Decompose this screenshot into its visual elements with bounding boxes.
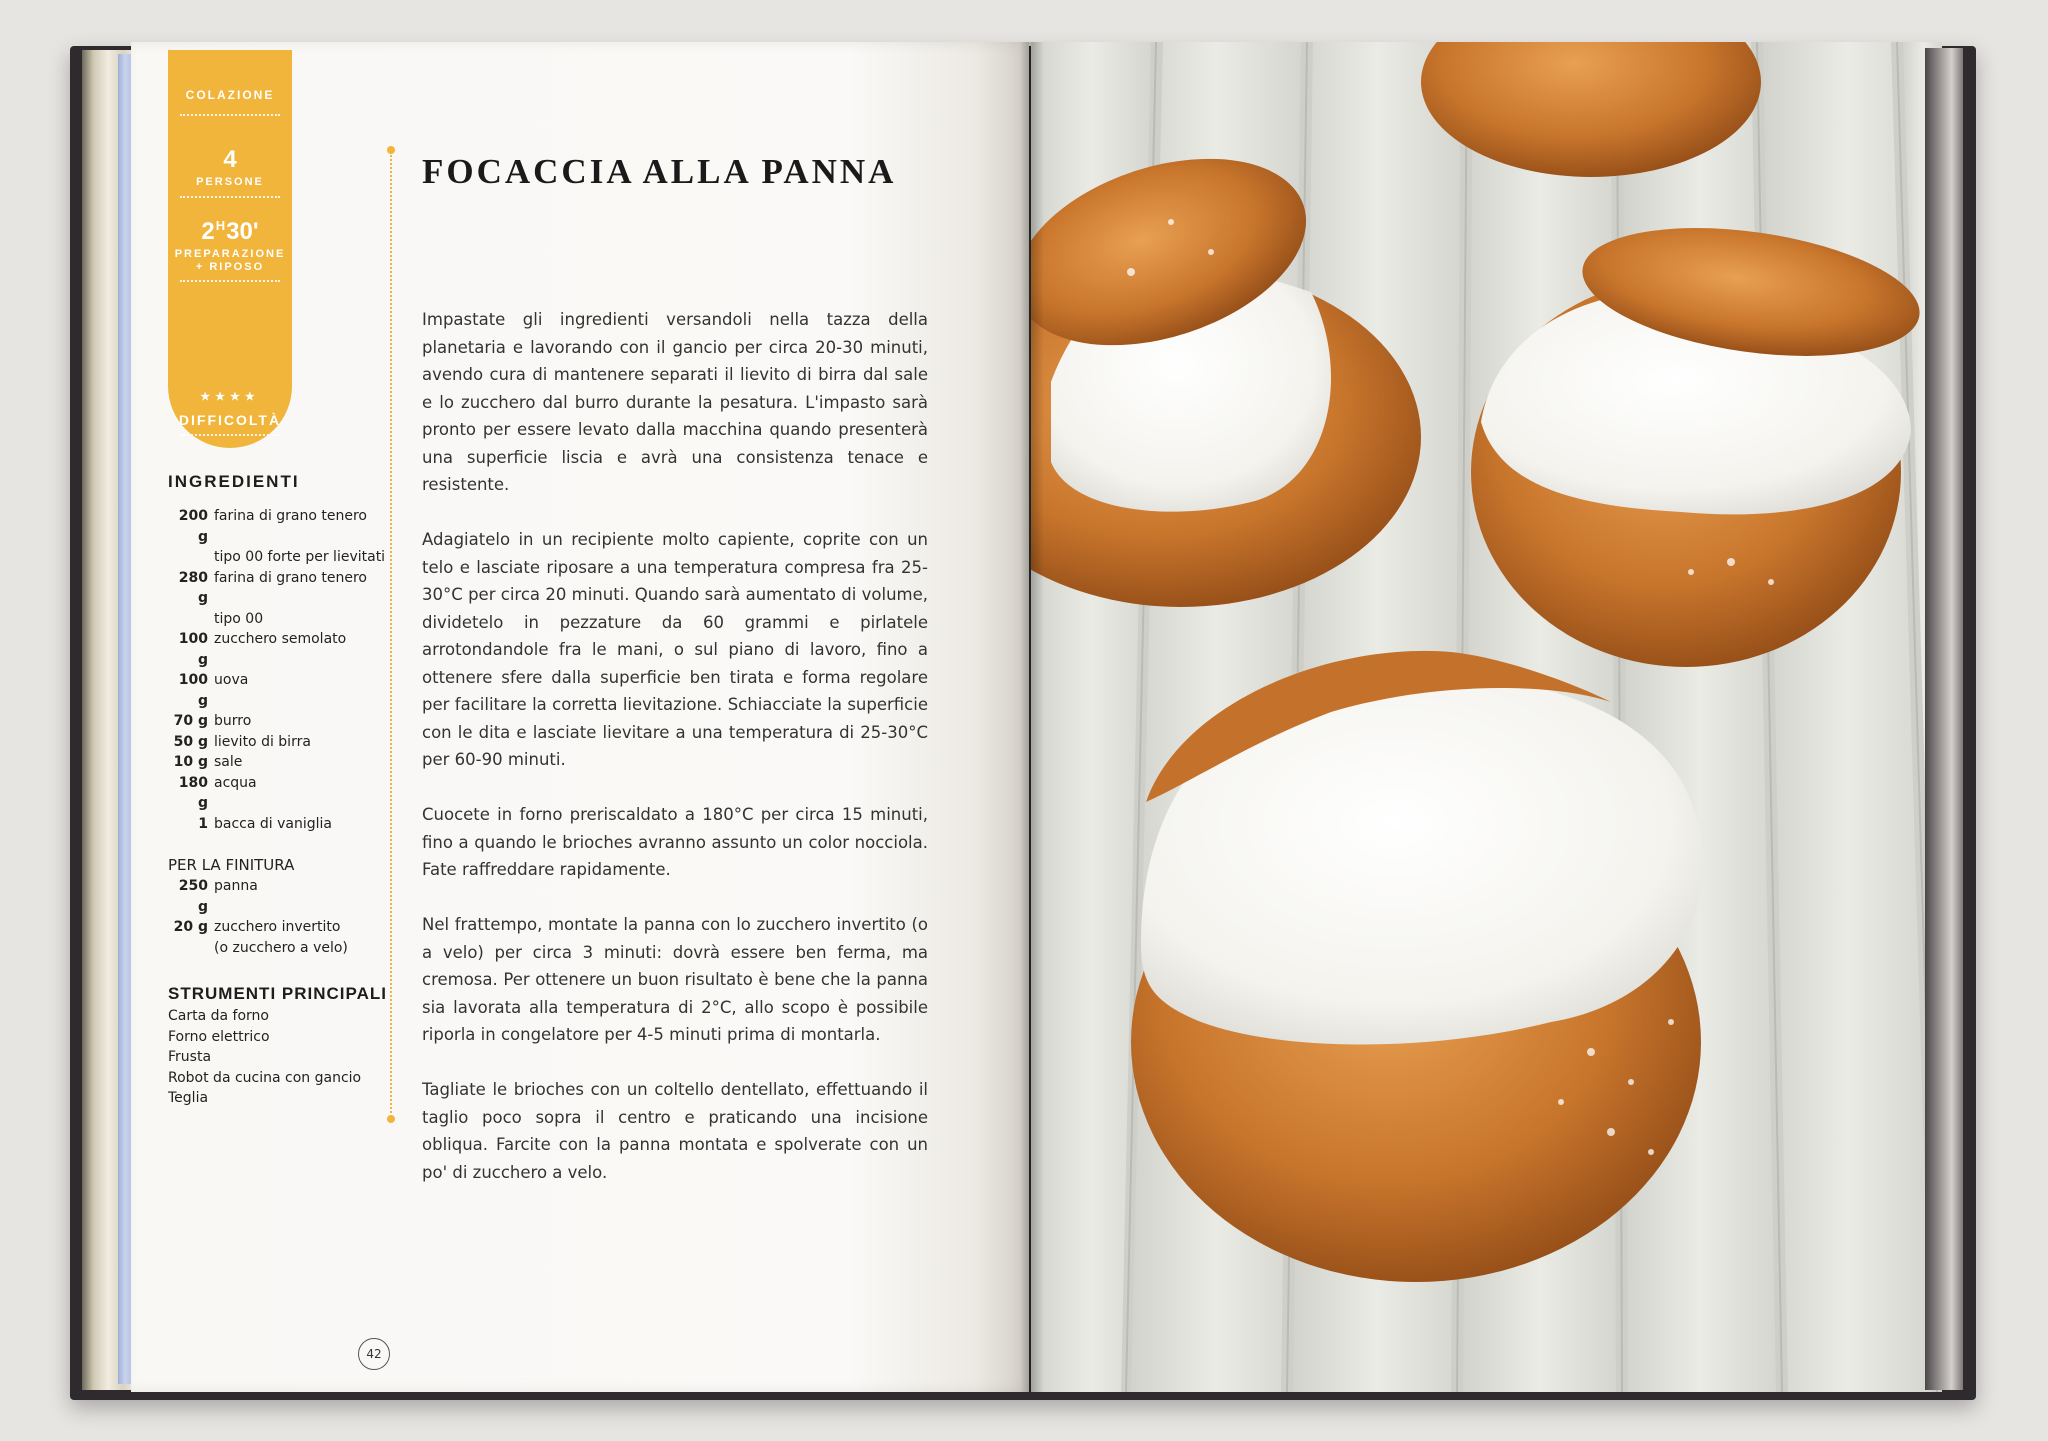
ingredient-row (168, 547, 388, 568)
ingredient-name: uova (214, 672, 249, 688)
right-page-edge (1925, 48, 1963, 1390)
ingredient-name: farina di grano tenero (214, 569, 367, 586)
instruction-paragraph: Tagliate le brioches con un coltello dentellato, effettuando il taglio poco sopra il centro e praticando una incisione obliqua. Farcite con la panna montata e spolverate con un po' di zucchero a velo. (422, 1080, 928, 1182)
difficulty-label: DIFFICOLTÀ (178, 412, 282, 428)
ingredient-row (168, 773, 388, 814)
ingredient-row (168, 670, 388, 711)
ingredient-row (168, 917, 388, 938)
finishing-list (168, 876, 388, 958)
recipe-info-tab (168, 50, 292, 448)
ingredient-qty: 10 g (173, 754, 208, 770)
divider (180, 434, 280, 436)
page-number: 42 (358, 1338, 390, 1370)
ingredient-row (168, 506, 388, 547)
brioches-photo (1031, 42, 1942, 1392)
ingredient-qty: 70 g (173, 713, 208, 729)
divider (180, 114, 280, 116)
divider (180, 196, 280, 198)
ingredient-qty: 250 g (178, 878, 208, 915)
ingredient-name: farina di grano tenero (214, 508, 367, 524)
ingredient-qty: 180 g (178, 774, 208, 811)
tool-item: Forno elettrico (168, 1028, 270, 1045)
time-label-2: + RIPOSO (195, 261, 265, 273)
ingredient-qty: 280 g (178, 569, 208, 606)
ingredient-name: zucchero semolato (214, 631, 347, 647)
servings-number: 4 (223, 146, 237, 173)
instruction-paragraph: Cuocete in forno preriscaldato a 180°C per circa 15 minuti, fino a quando le brioches avranno assunto un color nocciola. Fate raffreddare rapidamente. (422, 805, 928, 879)
ingredient-qty (168, 609, 214, 630)
divider-dot (387, 1115, 395, 1123)
ingredients-heading: INGREDIENTI (168, 472, 300, 491)
tool-item: Carta da forno (168, 1008, 269, 1024)
tool-item: Teglia (168, 1090, 209, 1106)
ingredient-name: tipo 00 forte per lievitati (214, 549, 386, 565)
instruction-paragraph: Nel frattempo, montate la panna con lo zucchero invertito (o a velo) per circa 3 minuti: dovrà essere ben ferma, ma cremosa. Per ottenere un buon risultato è bene che la panna sia lavorata alla temperatura di 2°C, allo scopo è possibile riporla in congelatore per 4-5 minuti prima di montarla. (422, 915, 928, 1044)
difficulty-stars: ★★★★ (200, 391, 260, 403)
ingredient-qty: 100 g (178, 631, 208, 668)
tool-item: Frusta (168, 1049, 212, 1065)
ingredient-row (168, 732, 388, 753)
ingredient-qty: 1 (198, 815, 208, 832)
divider-dot (387, 146, 395, 154)
ingredients-sidebar (168, 472, 388, 1109)
ingredient-name: sale (214, 754, 243, 770)
ingredient-row (168, 609, 388, 630)
category-label: COLAZIONE (185, 88, 275, 102)
ingredient-name: panna (214, 878, 258, 894)
ingredient-row (168, 876, 388, 917)
ingredient-name: zucchero invertito (214, 919, 341, 935)
ingredient-qty (168, 547, 214, 568)
servings-label: PERSONE (196, 176, 264, 188)
instruction-paragraph: Impastate gli ingredienti versandoli nella tazza della planetaria e lavorando con il gancio per circa 20-30 minuti, avendo cura di mantenere separati il lievito di birra dal sale e lo zucchero dal burro durante la pesatura. L'impasto sarà pronto per essere levato dalla macchina quando presenterà una superficie liscia e avrà una consistenza tenace e resistente. (422, 310, 928, 494)
ingredient-row (168, 752, 388, 773)
recipe-title: FOCACCIA ALLA PANNA (422, 152, 897, 191)
time-label-1: PREPARAZIONE (174, 248, 286, 260)
ingredient-qty: 50 g (173, 733, 208, 750)
ingredient-qty: 200 g (178, 508, 208, 545)
divider (180, 280, 280, 282)
tools-list (168, 1006, 388, 1109)
ingredient-row (168, 711, 388, 732)
ingredient-name: bacca di vaniglia (214, 815, 332, 832)
tools-heading: STRUMENTI PRINCIPALI (168, 984, 387, 1003)
ingredient-row (168, 629, 388, 670)
ingredient-name: acqua (214, 774, 257, 791)
time-value: $2^H30'$ (201, 218, 259, 245)
right-page-photo (1031, 42, 1942, 1392)
ingredient-name: (o zucchero a velo) (214, 939, 348, 956)
tool-item: Robot da cucina con gancio (168, 1069, 362, 1086)
instruction-paragraph: Adagiatelo in un recipiente molto capiente, coprite con un telo e lasciate riposare a una temperatura compresa fra 25-30°C per circa 20 minuti. Quando sarà aumentato di volume, dividetelo in pezzature da 60 grammi e pirlatele arrotondandole fra le mani, o sul piano di lavoro, fino a ottenere sfere dalla superficie ben tirata e forma regolare per facilitare la corretta lievitazione. Schiacciate la superficie con le dita e lasciate lievitare a una temperatura di 25-30°C per 60-90 minuti. (422, 530, 928, 769)
ingredient-name: tipo 00 (214, 610, 264, 627)
ingredient-row (168, 938, 388, 959)
ingredient-row (168, 814, 388, 835)
ingredient-name: lievito di birra (214, 733, 311, 750)
ingredient-name: burro (214, 713, 252, 729)
vertical-divider (390, 152, 392, 1120)
ingredient-qty: 100 g (178, 672, 208, 709)
ingredient-qty (168, 938, 214, 959)
gutter (1020, 42, 1044, 1392)
ingredients-list (168, 506, 388, 834)
ingredient-row (168, 568, 388, 609)
recipe-instructions (422, 306, 928, 1214)
page-edge (118, 54, 132, 1384)
finishing-heading: PER LA FINITURA (168, 856, 295, 874)
ingredient-qty: 20 g (173, 919, 208, 935)
